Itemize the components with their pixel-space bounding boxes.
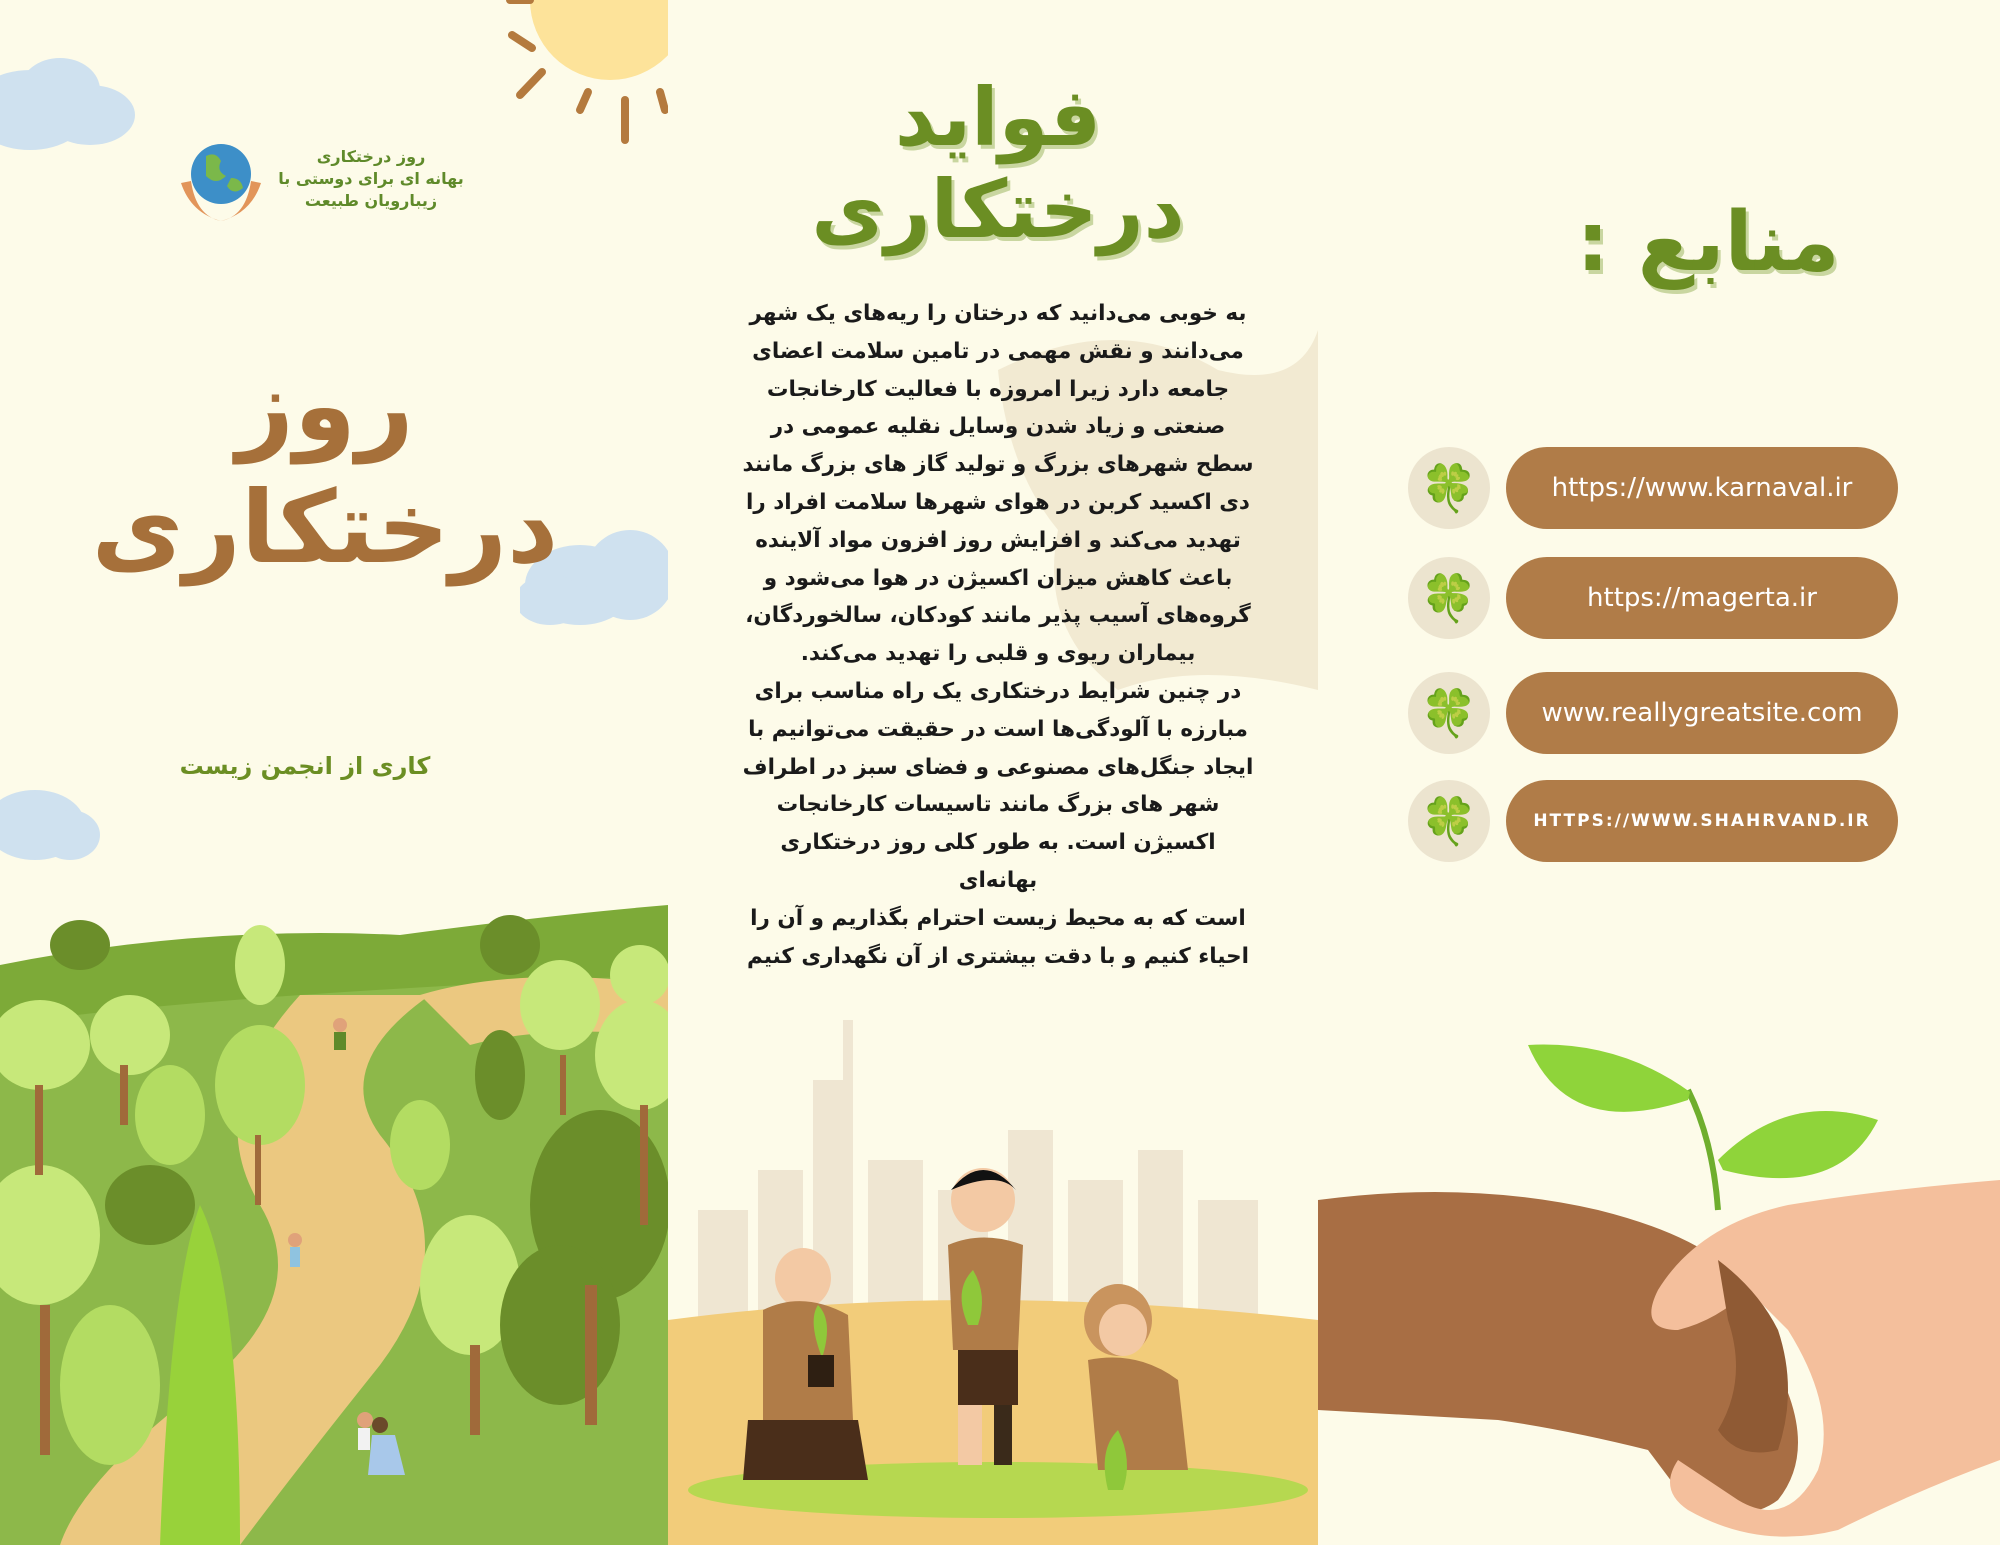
resource-item: [1408, 780, 1898, 862]
benefits-title-line: درختکاری: [811, 163, 1185, 256]
body-line: می‌دانند و نقش مهمی در تامین سلامت اعضای: [752, 338, 1244, 364]
body-line: ایجاد جنگل‌های مصنوعی و فضای سبز در اطراف: [742, 754, 1254, 780]
sprout-icon: [1528, 1045, 1878, 1210]
resource-item: [1408, 447, 1898, 529]
body-line: دی اکسید کربن در هوای شهرها سلامت افراد را: [746, 489, 1250, 515]
clover-icon: 🍀: [1408, 447, 1490, 529]
benefits-body: [738, 295, 1258, 975]
logo-text: [271, 146, 471, 212]
right-panel: [1318, 0, 2000, 1545]
resource-link[interactable]: HTTPS://WWW.SHAHRVAND.IR: [1506, 780, 1898, 862]
clover-icon: 🍀: [1408, 672, 1490, 754]
resource-link[interactable]: https://magerta.ir: [1506, 557, 1898, 639]
resource-link[interactable]: www.reallygreatsite.com: [1506, 672, 1898, 754]
body-line: به خوبی می‌دانید که درختان را ریه‌های یک شهر: [749, 301, 1247, 326]
earth-in-hands-icon: [176, 138, 266, 222]
body-line: گروه‌های آسیب پذیر مانند کودکان، سالخوردگان،: [745, 603, 1251, 629]
resources-title: منابع :: [1576, 195, 1840, 290]
body-line: در چنین شرایط درختکاری یک راه مناسب برای: [754, 678, 1242, 704]
body-line: اکسیژن است. به طور کلی روز درختکاری بهانه‌ای: [780, 830, 1216, 893]
brand-logo: [176, 138, 476, 228]
tree-planting-illustration: [668, 1020, 1318, 1545]
logo-line: زیبارویان طبیعت: [304, 191, 438, 210]
resource-link[interactable]: https://www.karnaval.ir: [1506, 447, 1898, 529]
body-line: جامعه دارد زیرا امروزه با فعالیت کارخانجات: [766, 376, 1230, 402]
cloud-bottom-left: [0, 775, 100, 875]
body-line: سطح شهرهای بزرگ و تولید گاز های بزرگ مانند: [742, 452, 1254, 478]
benefits-title-line: فواید: [894, 71, 1102, 164]
handshake-with-sprout-illustration: [1318, 1030, 2000, 1545]
cover-title-line: روز: [236, 347, 414, 464]
body-line: احیاء کنیم و با دقت بیشتری از آن نگهداری کنیم: [747, 943, 1249, 969]
logo-line: روز درختکاری: [316, 147, 426, 166]
logo-line: بهانه ای برای دوستی با: [278, 169, 464, 188]
park-illustration: [0, 905, 668, 1545]
body-line: تهدید می‌کند و افزایش روز افزون مواد آلاینده: [755, 527, 1241, 553]
benefits-title: [698, 72, 1298, 256]
clover-icon: 🍀: [1408, 780, 1490, 862]
clover-icon: 🍀: [1408, 557, 1490, 639]
cover-subtitle: کاری از انجمن زیست: [179, 752, 431, 780]
resource-item: [1408, 557, 1898, 639]
body-line: است که به محیط زیست احترام بگذاریم و آن را: [750, 905, 1246, 931]
body-line: باعث کاهش میزان اکسیژن در هوا می‌شود و: [763, 565, 1233, 591]
body-line: شهر های بزرگ مانند تاسیسات کارخانجات: [776, 792, 1220, 818]
sun-icon: [470, 0, 668, 150]
cover-title-line: درختکاری: [91, 469, 559, 586]
body-line: بیماران ریوی و قلبی را تهدید می‌کند.: [800, 641, 1196, 667]
middle-panel: [668, 0, 1318, 1545]
body-line: صنعتی و زیاد شدن وسایل نقلیه عمومی در: [770, 414, 1226, 440]
body-line: مبارزه با آلودگی‌ها است در حقیقت می‌توانیم با: [748, 716, 1248, 742]
cloud-top-left: [0, 40, 140, 150]
left-panel: [0, 0, 668, 1545]
cover-title: [60, 345, 590, 589]
resource-item: [1408, 672, 1898, 754]
